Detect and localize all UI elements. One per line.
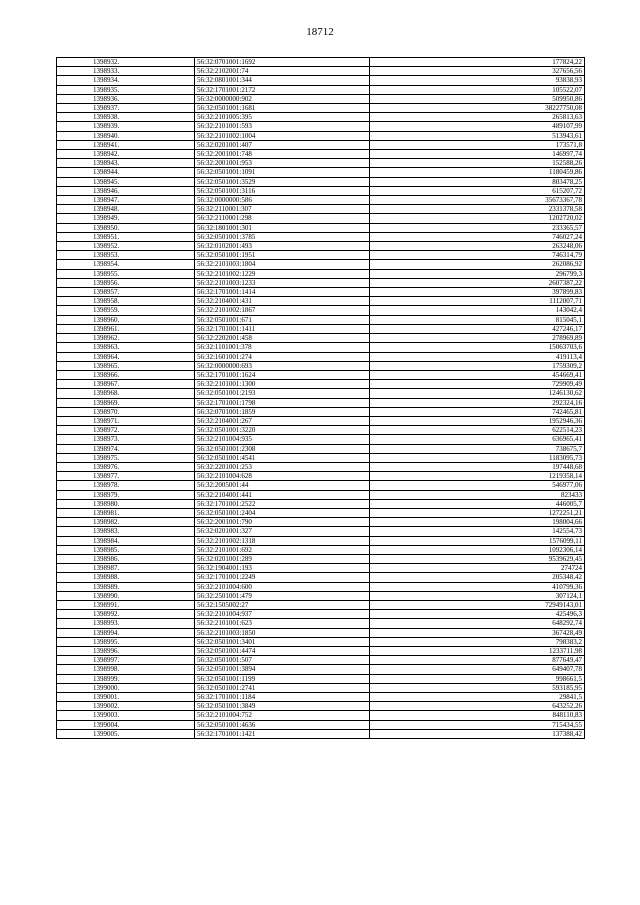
cadastral-number-cell: 56:32:1701001:1798 [195, 398, 370, 407]
cadastral-number-cell: 56:32:0501001:2741 [195, 683, 370, 692]
cadastral-number-cell: 56:32:0501001:3849 [195, 702, 370, 711]
cadastral-value-cell: 1233711,98 [370, 647, 585, 656]
cadastral-value-cell: 265813,63 [370, 113, 585, 122]
row-number-cell: 1398970. [57, 407, 195, 416]
table-row [57, 490, 585, 499]
row-number-cell: 1399002. [57, 702, 195, 711]
table-row [57, 582, 585, 591]
cadastral-number-cell: 56:32:0501001:4474 [195, 647, 370, 656]
table-row [57, 711, 585, 720]
row-number-cell: 1399003. [57, 711, 195, 720]
cadastral-value-cell: 35673367,78 [370, 196, 585, 205]
row-number-cell: 1398979. [57, 490, 195, 499]
table-row [57, 370, 585, 379]
cadastral-value-cell: 454669,41 [370, 370, 585, 379]
row-number-cell: 1398996. [57, 647, 195, 656]
cadastral-number-cell: 56:32:2001001:748 [195, 150, 370, 159]
cadastral-value-cell: 729909,49 [370, 380, 585, 389]
cadastral-value-cell: 509950,86 [370, 94, 585, 103]
cadastral-number-cell: 56:32:1701001:2249 [195, 573, 370, 582]
cadastral-number-cell: 56:32:0501001:3785 [195, 232, 370, 241]
row-number-cell: 1398949. [57, 214, 195, 223]
cadastral-value-cell: 410799,36 [370, 582, 585, 591]
cadastral-number-cell: 56:32:0501001:4636 [195, 720, 370, 729]
cadastral-value-cell: 142554,73 [370, 527, 585, 536]
table-row [57, 297, 585, 306]
table-row [57, 407, 585, 416]
row-number-cell: 1398960. [57, 315, 195, 324]
cadastral-number-cell: 56:32:1701001:1414 [195, 288, 370, 297]
table-row [57, 205, 585, 214]
row-number-cell: 1398977. [57, 472, 195, 481]
cadastral-number-cell: 56:32:2104001:267 [195, 416, 370, 425]
cadastral-value-cell: 146997,74 [370, 150, 585, 159]
cadastral-value-cell: 278969,89 [370, 334, 585, 343]
row-number-cell: 1399000. [57, 683, 195, 692]
cadastral-value-cell: 292324,16 [370, 398, 585, 407]
cadastral-number-cell: 56:32:1701001:2522 [195, 499, 370, 508]
cadastral-value-cell: 233365,57 [370, 223, 585, 232]
row-number-cell: 1398987. [57, 564, 195, 573]
cadastral-number-cell: 56:32:2101004:937 [195, 610, 370, 619]
cadastral-value-cell: 29841,5 [370, 693, 585, 702]
cadastral-value-cell: 152588,26 [370, 159, 585, 168]
table-row [57, 131, 585, 140]
row-number-cell: 1398953. [57, 251, 195, 260]
table-row [57, 361, 585, 370]
cadastral-value-cell: 93838,93 [370, 76, 585, 85]
row-number-cell: 1398999. [57, 674, 195, 683]
table-row [57, 242, 585, 251]
row-number-cell: 1398973. [57, 435, 195, 444]
cadastral-number-cell: 56:32:2101001:593 [195, 122, 370, 131]
cadastral-number-cell: 56:32:0501001:3529 [195, 177, 370, 186]
table-row [57, 573, 585, 582]
table-row [57, 196, 585, 205]
table-row [57, 168, 585, 177]
cadastral-value-cell: 622514,23 [370, 426, 585, 435]
cadastral-value-cell: 9539629,45 [370, 554, 585, 563]
row-number-cell: 1398959. [57, 306, 195, 315]
table-row [57, 499, 585, 508]
cadastral-number-cell: 56:32:2005001:44 [195, 481, 370, 490]
cadastral-number-cell: 56:32:1101001:378 [195, 343, 370, 352]
cadastral-number-cell: 56:32:0501001:3894 [195, 665, 370, 674]
cadastral-number-cell: 56:32:2101003:1850 [195, 628, 370, 637]
table-row [57, 674, 585, 683]
cadastral-number-cell: 56:32:2104001:431 [195, 297, 370, 306]
table-row [57, 472, 585, 481]
row-number-cell: 1398938. [57, 113, 195, 122]
cadastral-value-cell: 296799,3 [370, 269, 585, 278]
cadastral-number-cell: 56:32:2101003:1804 [195, 260, 370, 269]
cadastral-value-cell: 1952946,36 [370, 416, 585, 425]
table-row [57, 683, 585, 692]
table-row [57, 140, 585, 149]
cadastral-number-cell: 56:32:1701001:2172 [195, 85, 370, 94]
table-row [57, 104, 585, 113]
row-number-cell: 1398932. [57, 58, 195, 67]
cadastral-value-cell: 263248,06 [370, 242, 585, 251]
cadastral-number-cell: 56:32:0801001:344 [195, 76, 370, 85]
cadastral-value-cell: 1202720,02 [370, 214, 585, 223]
cadastral-number-cell: 56:32:0501001:2308 [195, 444, 370, 453]
row-number-cell: 1398939. [57, 122, 195, 131]
table-row [57, 186, 585, 195]
cadastral-value-cell: 72949143,01 [370, 600, 585, 609]
row-number-cell: 1398991. [57, 600, 195, 609]
table-row [57, 76, 585, 85]
cadastral-value-cell: 643252,26 [370, 702, 585, 711]
row-number-cell: 1398993. [57, 619, 195, 628]
table-row [57, 564, 585, 573]
table-row [57, 536, 585, 545]
table-row [57, 508, 585, 517]
row-number-cell: 1398934. [57, 76, 195, 85]
table-row [57, 232, 585, 241]
cadastral-value-cell: 38227750,08 [370, 104, 585, 113]
cadastral-value-cell: 593185,95 [370, 683, 585, 692]
cadastral-number-cell: 56:32:1701001:1421 [195, 729, 370, 738]
table-row [57, 481, 585, 490]
cadastral-value-cell: 1112007,71 [370, 297, 585, 306]
row-number-cell: 1398962. [57, 334, 195, 343]
row-number-cell: 1398951. [57, 232, 195, 241]
row-number-cell: 1398957. [57, 288, 195, 297]
table-row [57, 518, 585, 527]
cadastral-value-cell: 274724 [370, 564, 585, 573]
table-row [57, 720, 585, 729]
table-row [57, 554, 585, 563]
table-row [57, 444, 585, 453]
cadastral-number-cell: 56:32:2201001:253 [195, 462, 370, 471]
cadastral-value-cell: 307124,1 [370, 591, 585, 600]
cadastral-number-cell: 56:32:0501001:3220 [195, 426, 370, 435]
cadastral-value-cell: 636965,41 [370, 435, 585, 444]
row-number-cell: 1398995. [57, 637, 195, 646]
table-row [57, 94, 585, 103]
cadastral-value-cell: 197448,68 [370, 462, 585, 471]
cadastral-value-cell: 1272251,21 [370, 508, 585, 517]
row-number-cell: 1398955. [57, 269, 195, 278]
cadastral-value-cell: 803478,25 [370, 177, 585, 186]
cadastral-value-cell: 205348,42 [370, 573, 585, 582]
row-number-cell: 1398935. [57, 85, 195, 94]
cadastral-value-cell: 1246130,62 [370, 389, 585, 398]
row-number-cell: 1398982. [57, 518, 195, 527]
row-number-cell: 1398933. [57, 67, 195, 76]
row-number-cell: 1399004. [57, 720, 195, 729]
cadastral-value-cell: 143042,4 [370, 306, 585, 315]
row-number-cell: 1398980. [57, 499, 195, 508]
cadastral-number-cell: 56:32:0501001:1681 [195, 104, 370, 113]
row-number-cell: 1398950. [57, 223, 195, 232]
cadastral-number-cell: 56:32:0102001:493 [195, 242, 370, 251]
cadastral-value-cell: 1180459,86 [370, 168, 585, 177]
row-number-cell: 1398969. [57, 398, 195, 407]
cadastral-value-cell: 1759309,2 [370, 361, 585, 370]
row-number-cell: 1399005. [57, 729, 195, 738]
row-number-cell: 1398983. [57, 527, 195, 536]
cadastral-value-cell: 649407,78 [370, 665, 585, 674]
row-number-cell: 1398946. [57, 186, 195, 195]
table-row [57, 702, 585, 711]
cadastral-number-cell: 56:32:2110001:307 [195, 205, 370, 214]
table-row [57, 453, 585, 462]
cadastral-value-cell: 715434,55 [370, 720, 585, 729]
table-row [57, 223, 585, 232]
cadastral-number-cell: 56:32:1701001:1411 [195, 324, 370, 333]
cadastral-value-cell: 998661,5 [370, 674, 585, 683]
table-row [57, 647, 585, 656]
row-number-cell: 1398937. [57, 104, 195, 113]
cadastral-value-cell: 1092306,14 [370, 545, 585, 554]
table-row [57, 462, 585, 471]
cadastral-value-cell: 367428,49 [370, 628, 585, 637]
table-row [57, 334, 585, 343]
table-row [57, 324, 585, 333]
cadastral-value-cell: 177824,22 [370, 58, 585, 67]
table-row [57, 389, 585, 398]
table-row [57, 619, 585, 628]
cadastral-number-cell: 56:32:1601001:274 [195, 352, 370, 361]
table-row [57, 693, 585, 702]
table-row [57, 150, 585, 159]
cadastral-number-cell: 56:32:2101002:1004 [195, 131, 370, 140]
cadastral-value-cell: 2607387,22 [370, 278, 585, 287]
row-number-cell: 1398974. [57, 444, 195, 453]
cadastral-value-cell: 513943,61 [370, 131, 585, 140]
row-number-cell: 1398968. [57, 389, 195, 398]
cadastral-number-cell: 56:32:2101004:935 [195, 435, 370, 444]
cadastral-number-cell: 56:32:0501001:507 [195, 656, 370, 665]
cadastral-number-cell: 56:32:1904001:193 [195, 564, 370, 573]
cadastral-value-cell: 15063703,6 [370, 343, 585, 352]
cadastral-number-cell: 56:32:0201001:289 [195, 554, 370, 563]
cadastral-number-cell: 56:32:2101005:395 [195, 113, 370, 122]
table-body [57, 58, 585, 739]
cadastral-value-cell: 425496,3 [370, 610, 585, 619]
row-number-cell: 1398986. [57, 554, 195, 563]
table-row [57, 656, 585, 665]
cadastral-number-cell: 56:32:0501001:3401 [195, 637, 370, 646]
cadastral-number-cell: 56:32:2110001:298 [195, 214, 370, 223]
cadastral-value-cell: 489107,99 [370, 122, 585, 131]
cadastral-value-cell: 615207,72 [370, 186, 585, 195]
cadastral-number-cell: 56:32:0501001:3116 [195, 186, 370, 195]
cadastral-number-cell: 56:32:2104001:441 [195, 490, 370, 499]
row-number-cell: 1398989. [57, 582, 195, 591]
cadastral-value-cell: 1219358,14 [370, 472, 585, 481]
cadastral-number-cell: 56:32:2101001:692 [195, 545, 370, 554]
row-number-cell: 1398942. [57, 150, 195, 159]
table-row [57, 729, 585, 738]
table-row [57, 58, 585, 67]
table-row [57, 85, 585, 94]
cadastral-number-cell: 56:32:0501001:1091 [195, 168, 370, 177]
row-number-cell: 1398994. [57, 628, 195, 637]
cadastral-value-cell: 262086,92 [370, 260, 585, 269]
table-row [57, 315, 585, 324]
row-number-cell: 1398948. [57, 205, 195, 214]
cadastral-number-cell: 56:32:0501001:4541 [195, 453, 370, 462]
cadastral-value-cell: 877649,47 [370, 656, 585, 665]
cadastral-value-cell: 446005,7 [370, 499, 585, 508]
cadastral-number-cell: 56:32:0501001:1951 [195, 251, 370, 260]
cadastral-value-cell: 746314,79 [370, 251, 585, 260]
cadastral-number-cell: 56:32:2101002:1318 [195, 536, 370, 545]
table-row [57, 380, 585, 389]
cadastral-value-cell: 427246,17 [370, 324, 585, 333]
cadastral-number-cell: 56:32:0501001:671 [195, 315, 370, 324]
cadastral-number-cell: 56:32:0501001:1199 [195, 674, 370, 683]
cadastral-value-cell: 105522,07 [370, 85, 585, 94]
cadastral-value-cell: 648292,74 [370, 619, 585, 628]
table-row [57, 159, 585, 168]
table-row [57, 278, 585, 287]
cadastral-value-cell: 1576099,11 [370, 536, 585, 545]
cadastral-value-cell: 848110,83 [370, 711, 585, 720]
cadastral-number-cell: 56:32:2101002:1229 [195, 269, 370, 278]
row-number-cell: 1398998. [57, 665, 195, 674]
table-row [57, 343, 585, 352]
cadastral-number-cell: 56:32:2101003:1233 [195, 278, 370, 287]
cadastral-number-cell: 56:32:1801001:301 [195, 223, 370, 232]
cadastral-value-cell: 2331378,58 [370, 205, 585, 214]
row-number-cell: 1398956. [57, 278, 195, 287]
table-row [57, 435, 585, 444]
row-number-cell: 1398947. [57, 196, 195, 205]
table-row [57, 269, 585, 278]
row-number-cell: 1398988. [57, 573, 195, 582]
table-row [57, 545, 585, 554]
cadastral-number-cell: 56:32:2101004:628 [195, 472, 370, 481]
row-number-cell: 1398965. [57, 361, 195, 370]
cadastral-value-cell: 815045,1 [370, 315, 585, 324]
table-row [57, 177, 585, 186]
cadastral-value-cell: 397899,83 [370, 288, 585, 297]
cadastral-value-cell: 327656,56 [370, 67, 585, 76]
table-row [57, 306, 585, 315]
row-number-cell: 1399001. [57, 693, 195, 702]
row-number-cell: 1398997. [57, 656, 195, 665]
cadastral-number-cell: 56:32:0201001:407 [195, 140, 370, 149]
cadastral-number-cell: 56:32:2101004:752 [195, 711, 370, 720]
table-row [57, 214, 585, 223]
cadastral-number-cell: 56:32:0000000:693 [195, 361, 370, 370]
row-number-cell: 1398992. [57, 610, 195, 619]
cadastral-value-cell: 798383,2 [370, 637, 585, 646]
row-number-cell: 1398952. [57, 242, 195, 251]
cadastral-value-cell: 546977,06 [370, 481, 585, 490]
row-number-cell: 1398990. [57, 591, 195, 600]
cadastral-number-cell: 56:32:2001001:790 [195, 518, 370, 527]
row-number-cell: 1398966. [57, 370, 195, 379]
table-row [57, 416, 585, 425]
cadastral-number-cell: 56:32:0501001:2404 [195, 508, 370, 517]
row-number-cell: 1398945. [57, 177, 195, 186]
table-row [57, 398, 585, 407]
cadastral-value-cell: 738675,7 [370, 444, 585, 453]
cadastral-number-cell: 56:32:0000000:902 [195, 94, 370, 103]
cadastral-number-cell: 56:32:2101001:623 [195, 619, 370, 628]
cadastral-number-cell: 56:32:1701001:1184 [195, 693, 370, 702]
cadastral-number-cell: 56:32:2501001:479 [195, 591, 370, 600]
table-row [57, 288, 585, 297]
table-row [57, 113, 585, 122]
cadastral-value-cell: 198004,66 [370, 518, 585, 527]
cadastral-number-cell: 56:32:0701001:1692 [195, 58, 370, 67]
cadastral-number-cell: 56:32:1701001:1624 [195, 370, 370, 379]
cadastral-number-cell: 56:32:0701001:1859 [195, 407, 370, 416]
row-number-cell: 1398963. [57, 343, 195, 352]
cadastral-number-cell: 56:32:2101002:1867 [195, 306, 370, 315]
table-row [57, 122, 585, 131]
cadastral-number-cell: 56:32:2202001:458 [195, 334, 370, 343]
table-row [57, 637, 585, 646]
cadastral-number-cell: 56:32:2102001:74 [195, 67, 370, 76]
table-row [57, 260, 585, 269]
row-number-cell: 1398975. [57, 453, 195, 462]
table-row [57, 628, 585, 637]
row-number-cell: 1398971. [57, 416, 195, 425]
table-row [57, 426, 585, 435]
cadastral-value-cell: 823433 [370, 490, 585, 499]
row-number-cell: 1398943. [57, 159, 195, 168]
cadastral-number-cell: 56:32:0501001:2193 [195, 389, 370, 398]
cadastral-number-cell: 56:32:2101004:600 [195, 582, 370, 591]
cadastral-value-cell: 137388,42 [370, 729, 585, 738]
cadastral-number-cell: 56:32:2101001:1300 [195, 380, 370, 389]
table-row [57, 600, 585, 609]
row-number-cell: 1398941. [57, 140, 195, 149]
row-number-cell: 1398967. [57, 380, 195, 389]
row-number-cell: 1398978. [57, 481, 195, 490]
row-number-cell: 1398954. [57, 260, 195, 269]
cadastral-number-cell: 56:32:1505002:27 [195, 600, 370, 609]
row-number-cell: 1398981. [57, 508, 195, 517]
row-number-cell: 1398972. [57, 426, 195, 435]
row-number-cell: 1398984. [57, 536, 195, 545]
cadastral-number-cell: 56:32:2001001:953 [195, 159, 370, 168]
row-number-cell: 1398964. [57, 352, 195, 361]
table-row [57, 67, 585, 76]
row-number-cell: 1398936. [57, 94, 195, 103]
cadastral-value-cell: 746027,24 [370, 232, 585, 241]
row-number-cell: 1398944. [57, 168, 195, 177]
cadastral-value-cell: 1183095,73 [370, 453, 585, 462]
row-number-cell: 1398985. [57, 545, 195, 554]
cadastral-value-table [56, 57, 585, 739]
cadastral-value-cell: 419113,4 [370, 352, 585, 361]
row-number-cell: 1398940. [57, 131, 195, 140]
table-row [57, 610, 585, 619]
cadastral-number-cell: 56:32:0000000:586 [195, 196, 370, 205]
table-row [57, 665, 585, 674]
table-row [57, 251, 585, 260]
row-number-cell: 1398961. [57, 324, 195, 333]
table-row [57, 527, 585, 536]
cadastral-number-cell: 56:32:0201001:327 [195, 527, 370, 536]
table-row [57, 352, 585, 361]
table-row [57, 591, 585, 600]
cadastral-value-cell: 173571,8 [370, 140, 585, 149]
page-number: 18712 [306, 26, 334, 38]
cadastral-value-cell: 742465,81 [370, 407, 585, 416]
row-number-cell: 1398976. [57, 462, 195, 471]
row-number-cell: 1398958. [57, 297, 195, 306]
